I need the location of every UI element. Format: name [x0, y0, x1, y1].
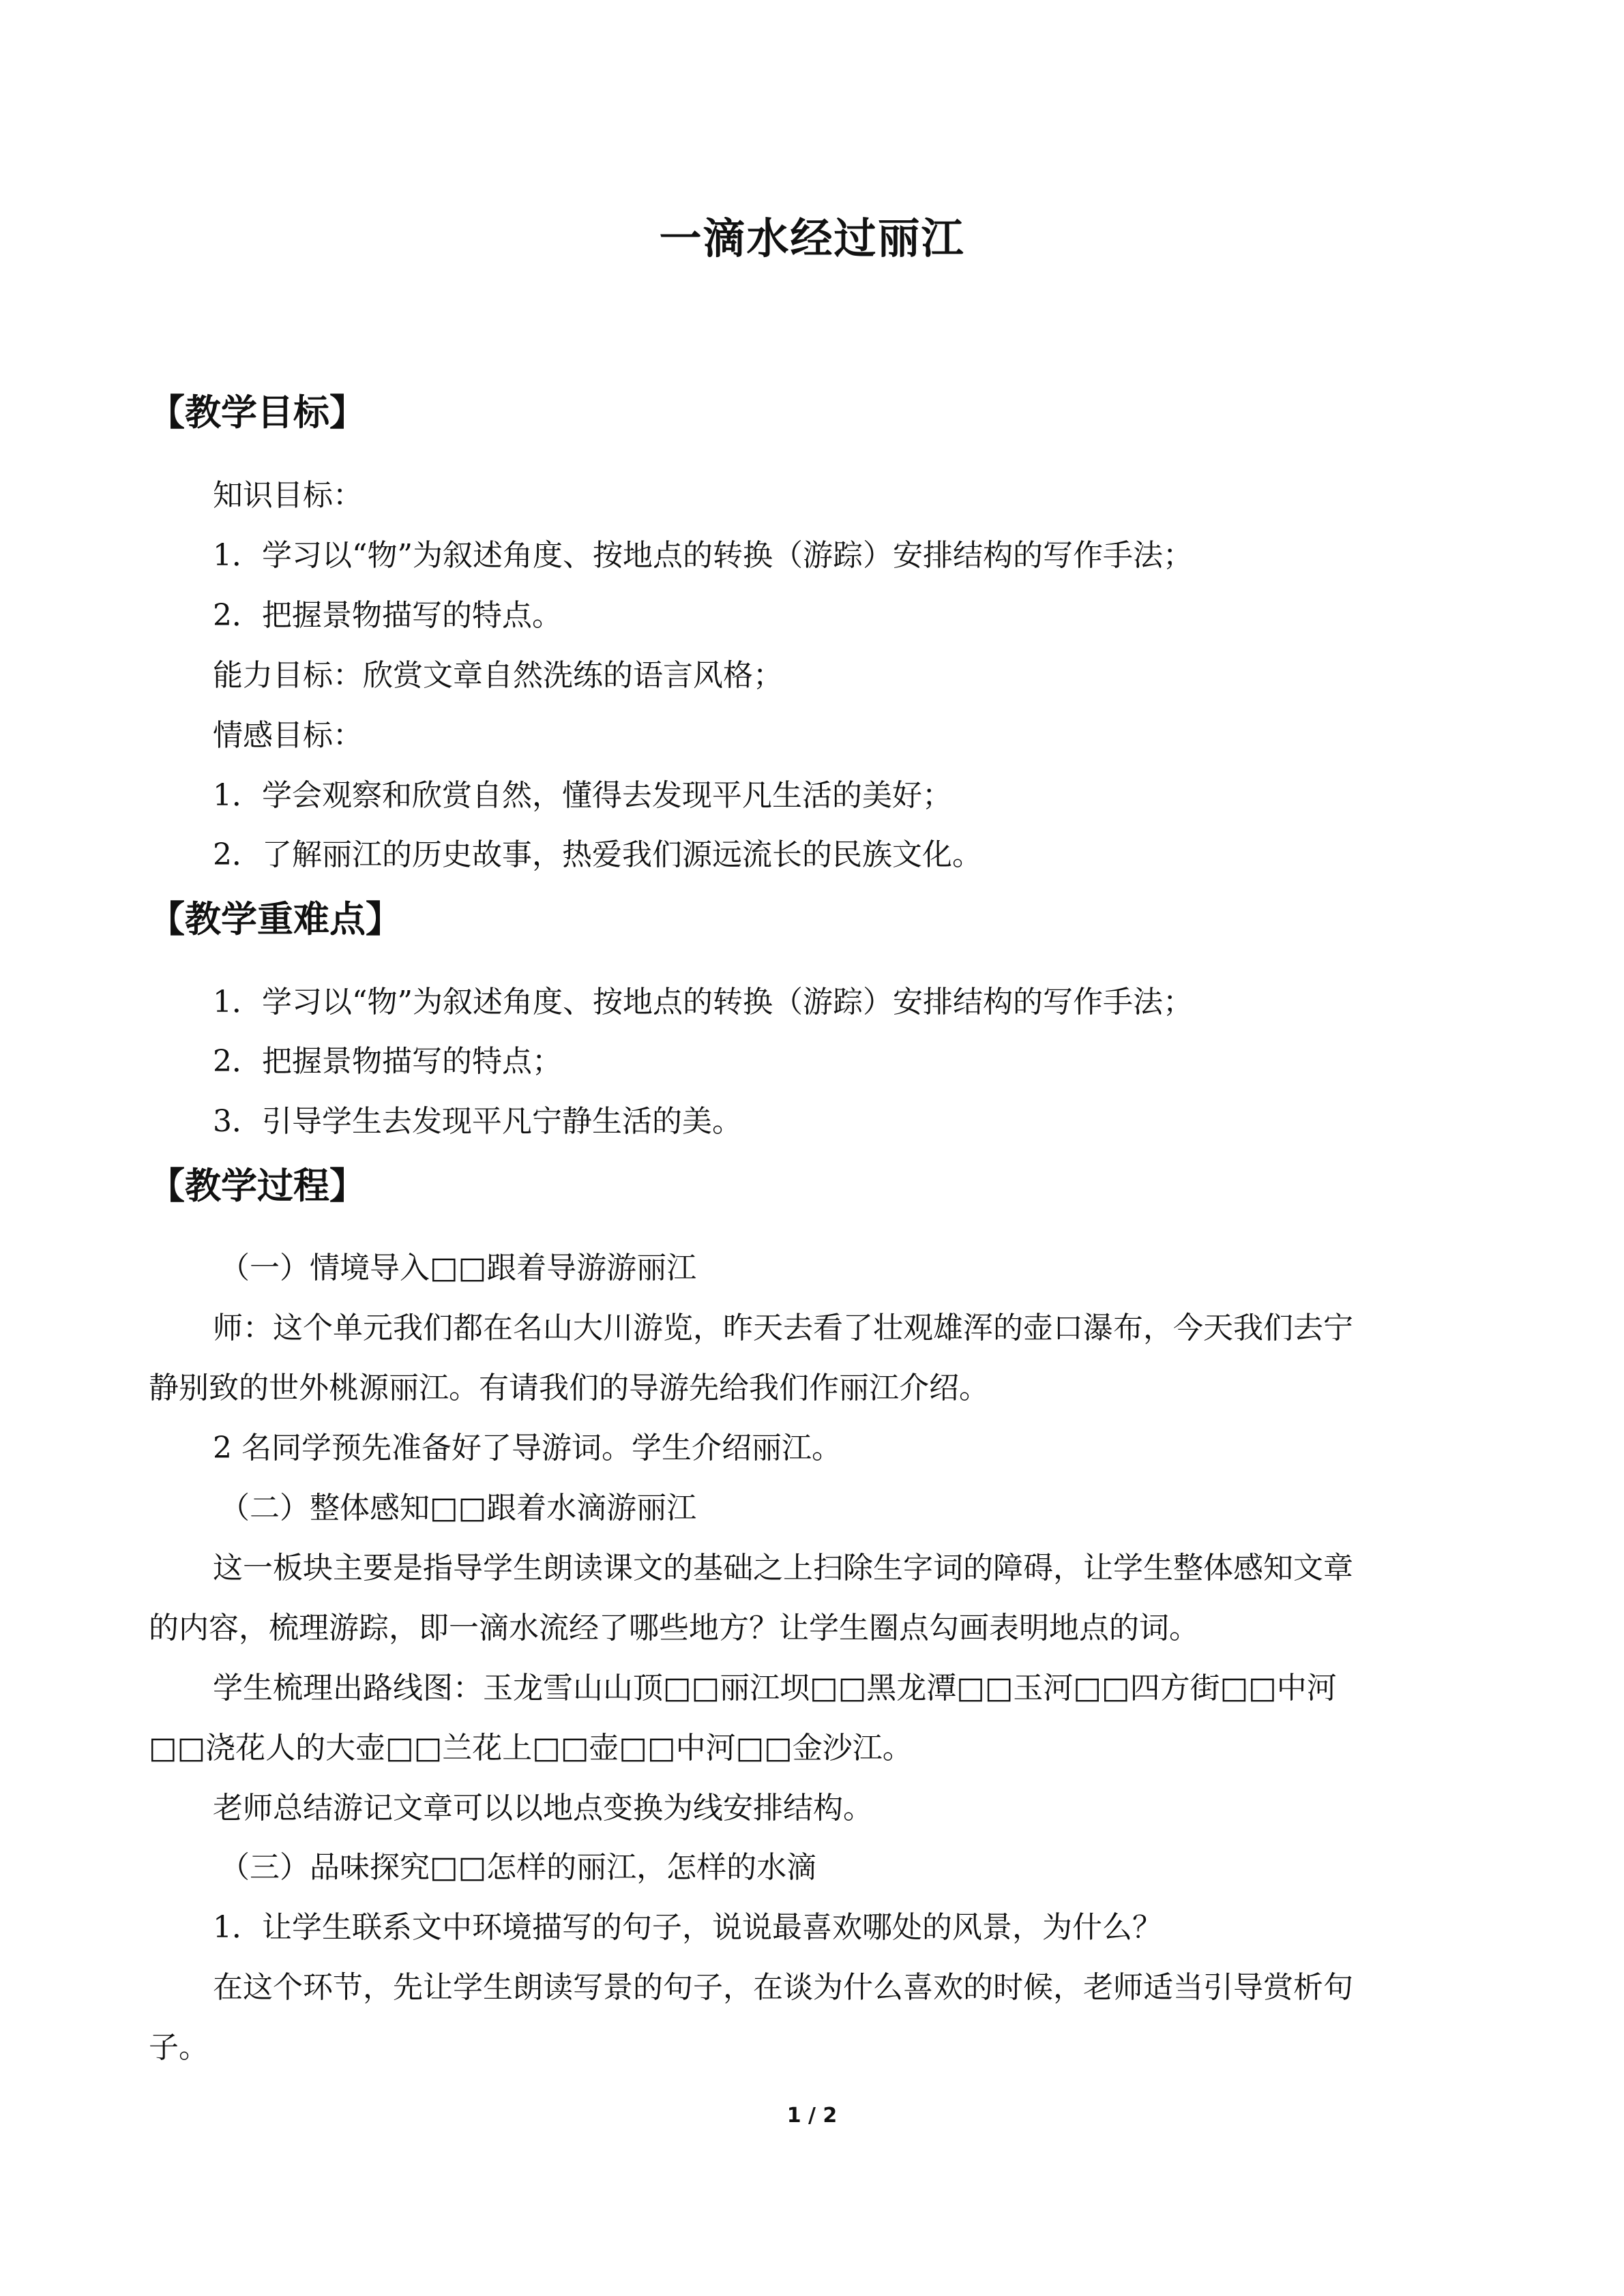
- paragraph-line: （二）整体感知□□跟着水滴游丽江: [220, 1491, 697, 1525]
- paragraph-line: 师：这个单元我们都在名山大川游览，昨天去看了壮观雄浑的壶口瀑布，今天我们去宁: [213, 1311, 1353, 1345]
- document-title: 一滴水经过丽江: [659, 213, 965, 263]
- paragraph-line: 子。: [149, 2030, 209, 2065]
- paragraph-line: 1．学习以“物”为叙述角度、按地点的转换（游踪）安排结构的写作手法；: [213, 538, 1193, 573]
- paragraph-line: 这一板块主要是指导学生朗读课文的基础之上扫除生字词的障碍，让学生整体感知文章: [213, 1551, 1353, 1585]
- paragraph-line: （一）情境导入□□跟着导游游丽江: [220, 1251, 697, 1285]
- section-heading-process: 【教学过程】: [149, 1165, 366, 1207]
- paragraph-line: 能力目标：欣赏文章自然洗练的语言风格；: [213, 658, 783, 693]
- paragraph-line: 静别致的世外桃源丽江。有请我们的导游先给我们作丽江介绍。: [149, 1371, 989, 1405]
- paragraph-line: 学生梳理出路线图：玉龙雪山山顶□□丽江坝□□黑龙潭□□玉河□□四方街□□中河: [213, 1671, 1337, 1705]
- paragraph-line: 3．引导学生去发现平凡宁静生活的美。: [213, 1104, 742, 1139]
- paragraph-line: 2．把握景物描写的特点；: [213, 1044, 562, 1079]
- paragraph-line: 1．学会观察和欣赏自然，懂得去发现平凡生活的美好；: [213, 778, 952, 813]
- paragraph-line: 情感目标：: [213, 718, 363, 753]
- paragraph-line: 2．了解丽江的历史故事，热爱我们源远流长的民族文化。: [213, 837, 982, 872]
- page-number: 1 / 2: [786, 2104, 838, 2128]
- paragraph-line: 的内容，梳理游踪，即一滴水流经了哪些地方？让学生圈点勾画表明地点的词。: [149, 1611, 1199, 1645]
- paragraph-line: 老师总结游记文章可以以地点变换为线安排结构。: [213, 1791, 873, 1825]
- section-heading-goals: 【教学目标】: [149, 391, 366, 434]
- paragraph-line: 1．让学生联系文中环境描写的句子，说说最喜欢哪处的风景，为什么？: [213, 1910, 1162, 1945]
- section-heading-key-points: 【教学重难点】: [149, 898, 402, 940]
- paragraph-line: 1．学习以“物”为叙述角度、按地点的转换（游踪）安排结构的写作手法；: [213, 985, 1193, 1019]
- paragraph-line: 在这个环节，先让学生朗读写景的句子，在谈为什么喜欢的时候，老师适当引导赏析句: [213, 1970, 1353, 2005]
- paragraph-line: □□浇花人的大壶□□兰花上□□壶□□中河□□金沙江。: [149, 1731, 913, 1765]
- paragraph-line: 2 名同学预先准备好了导游词。学生介绍丽江。: [213, 1431, 842, 1465]
- paragraph-line: （三）品味探究□□怎样的丽江，怎样的水滴: [220, 1850, 817, 1885]
- paragraph-line: 知识目标：: [213, 478, 363, 513]
- paragraph-line: 2．把握景物描写的特点。: [213, 598, 562, 633]
